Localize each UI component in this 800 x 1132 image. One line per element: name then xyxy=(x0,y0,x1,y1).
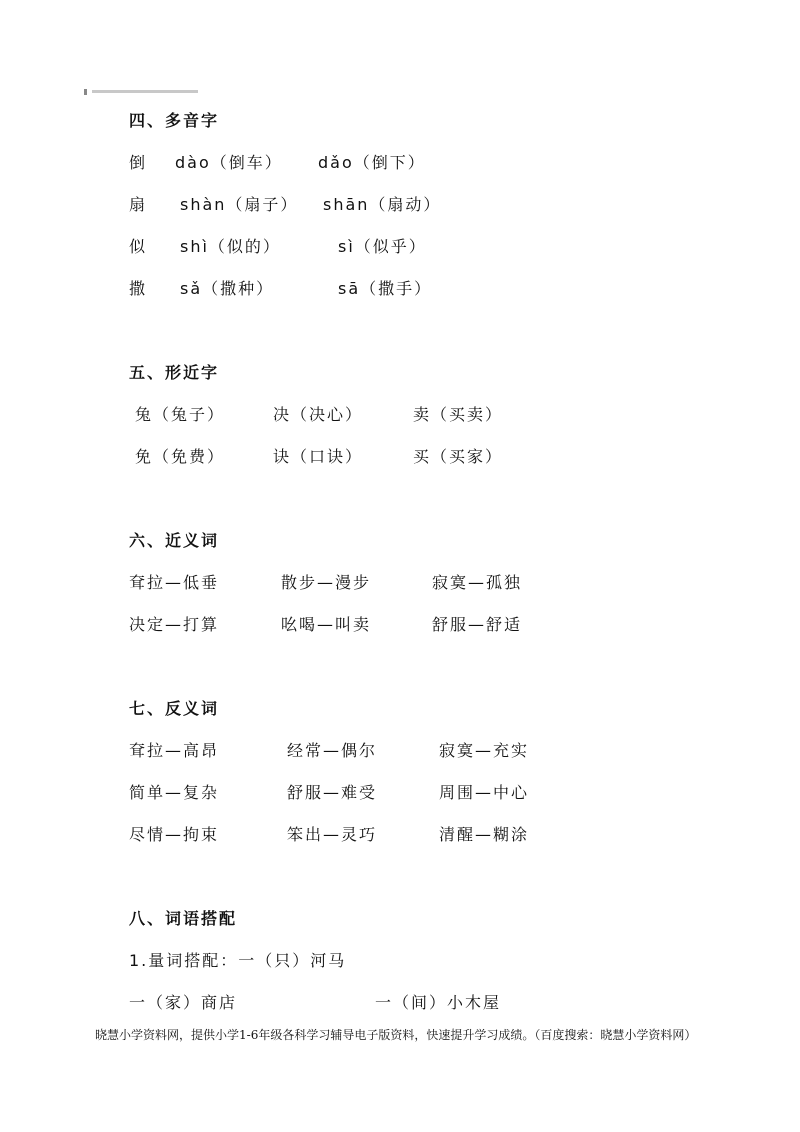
section-title-jinyici: 六、近义词 xyxy=(129,531,220,550)
duoyin-pron-1: shì（似的） xyxy=(180,237,281,256)
duoyin-char: 扇 xyxy=(129,195,148,214)
section-title-duoyinzi: 四、多音字 xyxy=(129,111,220,130)
xingjin-item: 免（免费） xyxy=(135,447,226,466)
fanyi-pair: 周围—中心 xyxy=(439,783,530,802)
jinyi-pair: 吆喝—叫卖 xyxy=(281,615,372,634)
fanyi-pair: 笨出—灵巧 xyxy=(287,825,378,844)
duoyin-char: 倒 xyxy=(129,153,148,172)
duoyin-pron-2: dǎo（倒下） xyxy=(318,153,426,172)
header-remnant xyxy=(84,89,87,95)
fanyi-pair: 舒服—难受 xyxy=(287,783,378,802)
jinyi-pair: 寂寞—孤独 xyxy=(432,573,523,592)
duoyin-char: 撒 xyxy=(129,279,148,298)
fanyi-pair: 耷拉—高昂 xyxy=(129,741,220,760)
section-title-dapei: 八、词语搭配 xyxy=(129,909,238,928)
jinyi-pair: 散步—漫步 xyxy=(281,573,372,592)
duoyin-pron-1: sǎ（撒种） xyxy=(180,279,275,298)
xingjin-item: 兔（兔子） xyxy=(135,405,226,424)
duoyin-pron-2: shān（扇动） xyxy=(323,195,442,214)
page-footer: 晓慧小学资料网，提供小学1-6年级各科学习辅导电子版资料，快速提升学习成绩。（百度搜索：晓慧小学资料网） xyxy=(95,1028,697,1042)
xingjin-item: 买（买家） xyxy=(413,447,504,466)
dapei-line-1: 1.量词搭配：一（只）河马 xyxy=(129,951,347,970)
xingjin-item: 卖（买卖） xyxy=(413,405,504,424)
duoyin-pron-1: shàn（扇子） xyxy=(180,195,299,214)
jinyi-pair: 耷拉—低垂 xyxy=(129,573,220,592)
xingjin-item: 诀（口诀） xyxy=(273,447,364,466)
duoyin-char: 似 xyxy=(129,237,148,256)
fanyi-pair: 经常—偶尔 xyxy=(287,741,378,760)
duoyin-pron-1: dào（倒车） xyxy=(175,153,283,172)
fanyi-pair: 尽情—拘束 xyxy=(129,825,220,844)
fanyi-pair: 简单—复杂 xyxy=(129,783,220,802)
dapei-line-2a: 一（家）商店 xyxy=(129,993,238,1012)
section-title-xingjinzi: 五、形近字 xyxy=(129,363,220,382)
section-title-fanyici: 七、反义词 xyxy=(129,699,220,718)
fanyi-pair: 寂寞—充实 xyxy=(439,741,530,760)
header-remnant-line xyxy=(92,90,198,93)
fanyi-pair: 清醒—糊涂 xyxy=(439,825,530,844)
duoyin-pron-2: sì（似乎） xyxy=(338,237,427,256)
jinyi-pair: 舒服—舒适 xyxy=(432,615,523,634)
dapei-line-2b: 一（间）小木屋 xyxy=(375,993,502,1012)
jinyi-pair: 决定—打算 xyxy=(129,615,220,634)
xingjin-item: 决（决心） xyxy=(273,405,364,424)
duoyin-pron-2: sā（撒手） xyxy=(338,279,433,298)
